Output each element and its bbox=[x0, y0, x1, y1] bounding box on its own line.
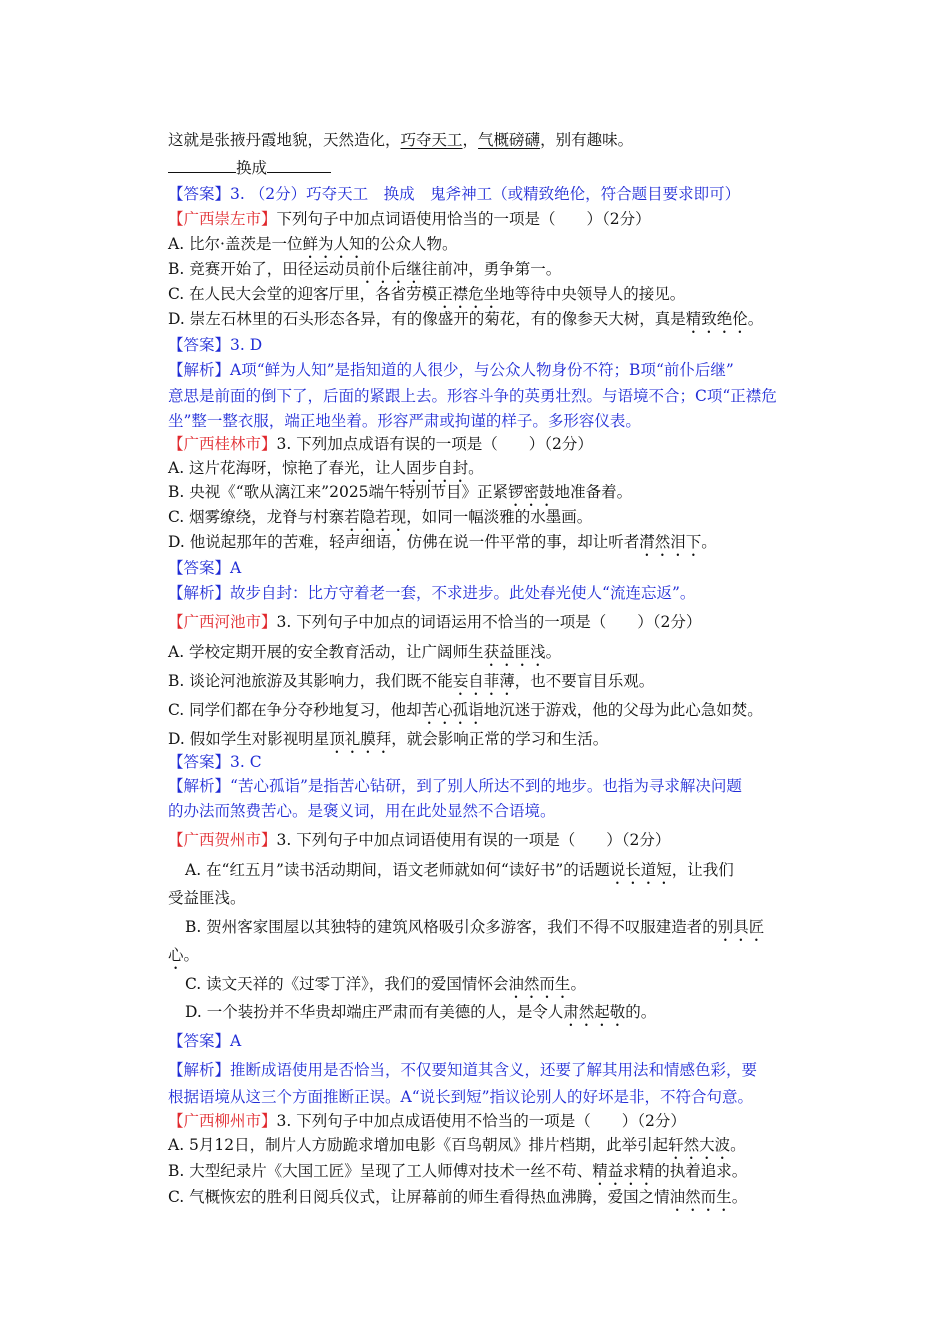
region-tag: 广西柳州市 bbox=[183, 1112, 262, 1130]
intro-sentence: 这就是张掖丹霞地貌，天然造化，巧夺天工，气概磅礴，别有趣味。 bbox=[168, 131, 634, 149]
answer-line: 【答案】A bbox=[168, 559, 242, 577]
dotted-term: 潸然泪下 bbox=[639, 533, 702, 551]
dotted-term: 前仆后继 bbox=[359, 260, 422, 278]
dotted-term: 鲜为人知 bbox=[302, 235, 365, 253]
option-d: D. 一个装扮并不华贵却端庄严肃而有美德的人，是令人肃然起敬的。 bbox=[185, 1003, 657, 1021]
option-a: A. 比尔·盖茨是一位鲜为人知的公众人物。 bbox=[168, 235, 458, 253]
analysis-line: 【解析】推断成语使用是否恰当，不仅要知道其含义，还要了解其用法和情感色彩，要 bbox=[168, 1061, 758, 1079]
question-stem: 3. 下列句子中加点词语使用有误的一项是（ ）（2分） bbox=[276, 831, 671, 849]
region-tag: 广西桂林市 bbox=[183, 435, 262, 453]
answer-blank-2 bbox=[267, 158, 331, 173]
analysis-line: 根据语境从这三个方面推断正误。A“说长到短”指议论别人的好坏是非，不符合句意。 bbox=[168, 1088, 754, 1106]
option-c: C. 同学们都在争分夺秒地复习，他却苦心孤诣地沉迷于游戏，他的父母为此心急如焚。 bbox=[168, 701, 763, 719]
option-c: C. 烟雾缭绕，龙脊与村寨若隐若现，如同一幅淡雅的水墨画。 bbox=[168, 508, 593, 526]
dotted-term: 若隐若现 bbox=[344, 508, 407, 526]
option-a: A. 在“红五月”读书活动期间，语文老师就如何“读好书”的话题说长道短，让我们 bbox=[185, 861, 734, 879]
analysis-line: 意思是前面的倒下了，后面的紧跟上去。形容斗争的英勇壮烈。与语境不合；C项“正襟危 bbox=[168, 387, 777, 405]
dotted-term: 固步自封 bbox=[406, 459, 469, 477]
option-a-cont: 受益匪浅。 bbox=[168, 889, 246, 907]
option-d: D. 假如学生对影视明星顶礼膜拜，就会影响正常的学习和生活。 bbox=[168, 730, 609, 748]
option-c: C. 在人民大会堂的迎客厅里，各省劳模正襟危坐地等待中央领导人的接见。 bbox=[168, 285, 686, 303]
region-tag: 广西贺州市 bbox=[183, 831, 262, 849]
dotted-term: 正襟危坐 bbox=[437, 285, 500, 303]
analysis-line: 坐”整一整衣服，端正地坐着。形容严肃或拘谨的样子。多形容仪表。 bbox=[168, 412, 641, 430]
option-b: B. 大型纪录片《大国工匠》呈现了工人师傅对技术一丝不苟、精益求精的执着追求。 bbox=[168, 1162, 748, 1180]
question-header-chongzuo: 【广西崇左市】下列句子中加点词语使用恰当的一项是（ ）（2分） bbox=[168, 210, 651, 228]
analysis-line: 【解析】A项“鲜为人知”是指知道的人很少，与公众人物身份不符；B项“前仆后继” bbox=[168, 361, 734, 379]
analysis-line: 【解析】故步自封：比方守着老一套，不求进步。此处春光使人“流连忘返”。 bbox=[168, 584, 696, 602]
question-stem: 3. 下列加点成语有误的一项是（ ）（2分） bbox=[276, 435, 593, 453]
dotted-term: 说长道短 bbox=[609, 861, 672, 879]
underlined-idiom-2: 气概磅礴 bbox=[478, 131, 541, 149]
dotted-term: 心 bbox=[168, 946, 184, 964]
dotted-term: 别具匠 bbox=[717, 918, 765, 936]
option-a: A. 学校定期开展的安全教育活动，让广阔师生获益匪浅。 bbox=[168, 643, 562, 661]
question-header-liuzhou: 【广西柳州市】3. 下列句子中加点成语使用不恰当的一项是（ ）（2分） bbox=[168, 1112, 686, 1130]
dotted-term: 精致绝伦 bbox=[685, 310, 748, 328]
option-b: B. 央视《“歌从漓江来”2025端午特别节目》正紧锣密鼓地准备着。 bbox=[168, 483, 633, 501]
answer-blank-1 bbox=[168, 158, 236, 173]
dotted-term: 精益求精 bbox=[592, 1162, 655, 1180]
option-c: C. 气概恢宏的胜利日阅兵仪式，让屏幕前的师生看得热血沸腾，爱国之情油然而生。 bbox=[168, 1188, 748, 1206]
dotted-term: 顶礼膜拜 bbox=[329, 730, 392, 748]
dotted-term: 妄自菲薄 bbox=[452, 672, 515, 690]
analysis-line: 【解析】“苦心孤诣”是指苦心钻研，到了别人所达不到的地步。也指为寻求解决问题 bbox=[168, 777, 742, 795]
dotted-term: 油然而生 bbox=[669, 1188, 732, 1206]
answer-line: 【答案】3. （2分）巧夺天工 换成 鬼斧神工（或精致绝伦，符合题目要求即可） bbox=[168, 185, 741, 203]
question-header-hechi: 【广西河池市】3. 下列句子中加点的词语运用不恰当的一项是（ ）（2分） bbox=[168, 613, 702, 631]
dotted-term: 苦心孤诣 bbox=[421, 701, 484, 719]
intro-text-a: 这就是张掖丹霞地貌，天然造化， bbox=[168, 131, 401, 149]
answer-line: 【答案】3. C bbox=[168, 753, 262, 771]
option-b-cont: 心。 bbox=[168, 946, 200, 964]
answer-line: 【答案】A bbox=[168, 1032, 242, 1050]
option-b: B. 竞赛开始了，田径运动员前仆后继往前冲，勇争第一。 bbox=[168, 260, 562, 278]
option-d: D. 他说起那年的苦难，轻声细语，仿佛在说一件平常的事，却让听者潸然泪下。 bbox=[168, 533, 717, 551]
question-stem: 3. 下列句子中加点的词语运用不恰当的一项是（ ）（2分） bbox=[276, 613, 702, 631]
question-stem: 3. 下列句子中加点成语使用不恰当的一项是（ ）（2分） bbox=[276, 1112, 686, 1130]
dotted-term: 锣密鼓 bbox=[508, 483, 555, 501]
option-a: A. 5月12日，制片人方励跪求增加电影《百鸟朝凤》排片档期，此举引起轩然大波。 bbox=[168, 1136, 746, 1154]
region-tag: 广西河池市 bbox=[183, 613, 262, 631]
underlined-idiom-1: 巧夺天工 bbox=[400, 131, 463, 149]
option-a: A. 这片花海呀，惊艳了春光，让人固步自封。 bbox=[168, 459, 484, 477]
option-d: D. 崇左石林里的石头形态各异，有的像盛开的菊花，有的像参天大树，真是精致绝伦。 bbox=[168, 310, 764, 328]
analysis-line: 的办法而煞费苦心。是褒义词，用在此处显然不合语境。 bbox=[168, 802, 556, 820]
answer-line: 【答案】3. D bbox=[168, 336, 263, 354]
dotted-term: 轩然大波 bbox=[668, 1136, 731, 1154]
option-b: B. 谈论河池旅游及其影响力，我们既不能妄自菲薄，也不要盲目乐观。 bbox=[168, 672, 655, 690]
dotted-term: 获益匪浅 bbox=[483, 643, 546, 661]
dotted-term: 肃然起敬 bbox=[563, 1003, 626, 1021]
option-b: B. 贺州客家围屋以其独特的建筑风格吸引众多游客，我们不得不叹服建造者的别具匠 bbox=[185, 918, 765, 936]
question-stem: 下列句子中加点词语使用恰当的一项是（ ）（2分） bbox=[276, 210, 651, 228]
question-header-hezhou: 【广西贺州市】3. 下列句子中加点词语使用有误的一项是（ ）（2分） bbox=[168, 831, 671, 849]
dotted-term: 油然而生 bbox=[508, 975, 571, 993]
region-tag: 广西崇左市 bbox=[183, 210, 262, 228]
option-c: C. 读文天祥的《过零丁洋》，我们的爱国情怀会油然而生。 bbox=[185, 975, 586, 993]
replace-blank-line: 换成 bbox=[168, 158, 331, 178]
question-header-guilin: 【广西桂林市】3. 下列加点成语有误的一项是（ ）（2分） bbox=[168, 435, 593, 453]
